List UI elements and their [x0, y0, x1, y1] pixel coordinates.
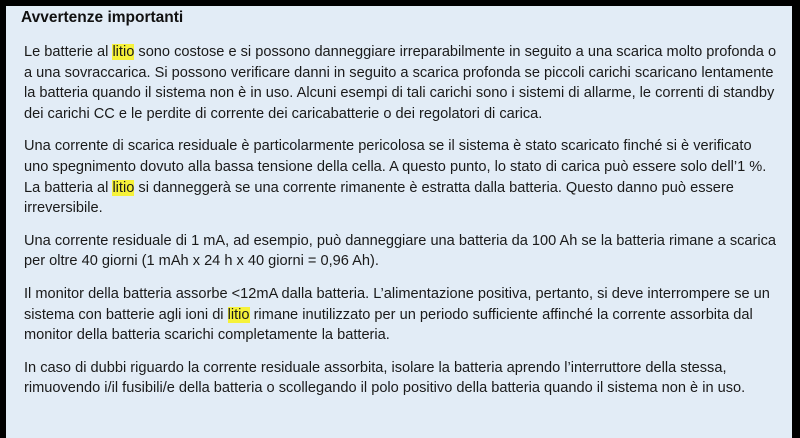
warning-notice-box: [6, 6, 792, 438]
paragraph-text: sono costose e si possono danneggiare irreparabilmente in seguito a una scarica molto profonda o a una sovraccarica. Si possono verificare danni in seguito a scarica profonda se piccoli carichi scaricano lentamente la batteria quando il sistema non è in uso. Alcuni esempi di tali carichi sono i sistemi di allarme, le correnti di standby dei carichi CC e le perdite di corrente dei caricabatterie o dei regolatori di carica.: [24, 44, 777, 122]
notice-paragraph-4: [24, 284, 792, 346]
paragraph-text: si danneggerà se una corrente rimanente è estratta dalla batteria. Questo danno può essere irreversibile.: [24, 179, 734, 217]
highlighted-term: litio: [112, 44, 135, 60]
highlighted-term: litio: [227, 306, 250, 323]
paragraph-text: Il monitor della batteria assorbe <12mA dalla batteria. L’alimentazione positiva, pertanto, si deve interrompere se un sistema con batterie agli ioni di: [24, 285, 770, 323]
notice-paragraph-3: [24, 231, 792, 272]
paragraph-text: rimane inutilizzato per un periodo sufficiente affinché la corrente assorbita dal monitor della batteria scarichi completamente la batteria.: [24, 306, 753, 344]
notice-paragraph-5: [24, 358, 792, 399]
notice-title: Avvertenze importanti: [21, 9, 184, 26]
notice-body: [24, 42, 792, 399]
paragraph-text: Le batterie al: [24, 44, 113, 60]
paragraph-text: In caso di dubbi riguardo la corrente residuale assorbita, isolare la batteria aprendo l’interruttore della stessa, rimuovendo i/il fusibili/e della batteria o scollegando il polo positivo della batteria quando il sistema non è in uso.: [24, 359, 746, 397]
notice-paragraph-2: [24, 136, 792, 218]
paragraph-text: Una corrente residuale di 1 mA, ad esempio, può danneggiare una batteria da 100 Ah se la batteria rimane a scarica per oltre 40 giorni (1 mAh x 24 h x 40 giorni = 0,96 Ah).: [24, 232, 777, 270]
notice-paragraph-1: [24, 42, 792, 124]
paragraph-text: Una corrente di scarica residuale è particolarmente pericolosa se il sistema è stato scaricato finché si è verificato uno spegnimento dovuto alla bassa tensione della cella. A questo punto, lo stato di carica può essere solo dell’1 %. La batteria al: [24, 138, 767, 196]
highlighted-term: litio: [112, 179, 135, 196]
